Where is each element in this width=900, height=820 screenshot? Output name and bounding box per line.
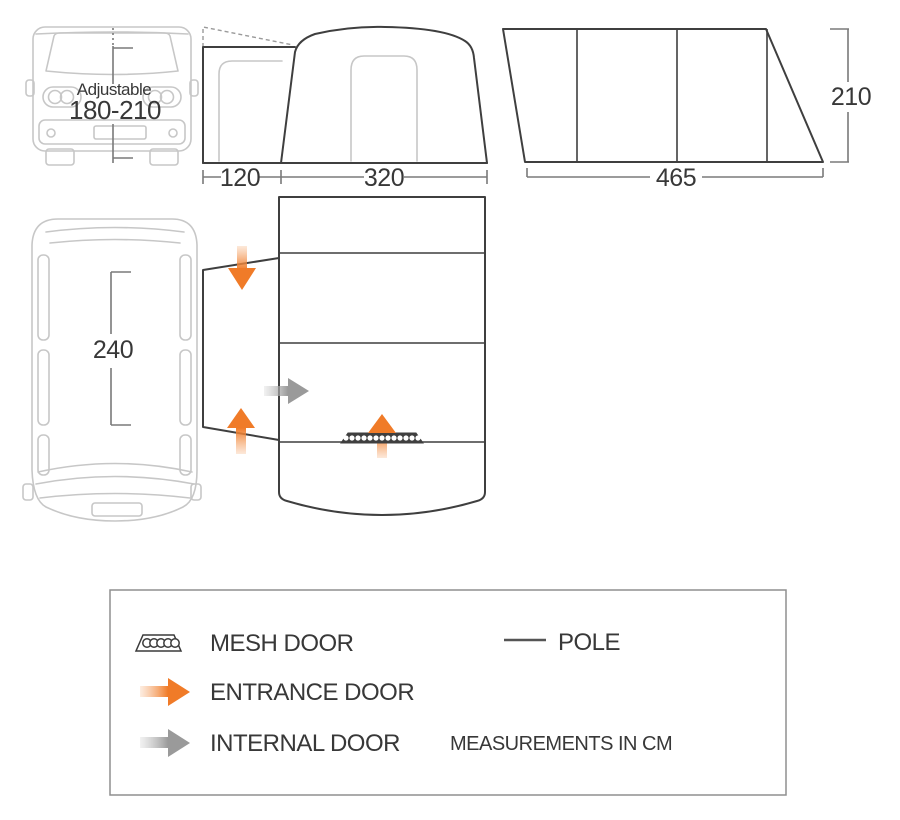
van-top-right-window [180,435,191,475]
mesh-door-strip [341,433,423,443]
rear-pole-lines [577,29,767,162]
van-front-plate [94,126,146,139]
arrow-tail [140,686,168,697]
van-top-left-mirror [23,484,33,500]
plan-main-outline [279,197,485,515]
awning-body-outline [281,27,487,163]
van-top-left-window [38,350,49,425]
van-top-left-window [38,255,49,340]
mesh-arrow-head [368,414,396,433]
van-top-right-window [180,350,191,425]
headlight-lens [161,91,174,104]
van-top-body [32,219,197,521]
arrow-tail [237,246,247,270]
entrance-door-arrow-down-icon [228,246,256,290]
van-top-rear-window-inner [50,240,180,244]
van-front-windshield [46,33,178,75]
van-front-view [26,27,198,165]
mesh-door-label: MESH DOOR [210,630,354,657]
van-top-hood-line [40,494,190,499]
fog-light [47,129,55,137]
arrow-head [228,268,256,290]
arrow-head [227,408,255,428]
fog-light [169,129,177,137]
van-top-windshield-inner [36,477,194,485]
van-top-view [23,219,201,521]
van-top-left-window [38,435,49,475]
arrow-head [288,378,309,404]
rear-outline [503,29,823,162]
rear-height-value: 210 [830,83,872,111]
adjustable-label: Adjustable [76,80,152,99]
pole-label: POLE [558,629,621,656]
mesh-swatch-holes [143,639,179,647]
van-top-windshield [38,464,192,473]
tunnel-width-value: 120 [219,164,261,192]
van-top-rear-window [46,228,184,233]
rear-width-value: 465 [655,164,697,192]
legend [110,590,786,795]
plan-pole-lines [279,253,485,442]
adjustable-tunnel-dashed-line [203,27,293,47]
internal-door-label: INTERNAL DOOR [210,730,400,757]
awning-rear-view [503,29,871,192]
mesh-door-swatch-icon [136,635,181,651]
adjustable-range: 180-210 [69,95,161,125]
van-top-front-grille [92,503,142,516]
tunnel-door-outline [219,61,282,161]
headlight-lens [49,91,62,104]
van-top-right-window [180,255,191,340]
arrow-tail [236,428,246,454]
measurements-note: MEASUREMENTS IN CM [450,733,673,755]
awning-side-view [203,27,487,192]
van-length-value: 240 [92,336,134,364]
internal-door-arrow-icon [264,378,309,404]
awning-floor-plan [203,197,485,515]
arrow-tail [140,737,168,748]
arrow-tail [264,386,288,396]
tunnel-outline [203,47,295,163]
entrance-door-label: ENTRANCE DOOR [210,679,415,706]
body-width-value: 320 [363,164,405,192]
awning-door-outline [351,56,417,161]
